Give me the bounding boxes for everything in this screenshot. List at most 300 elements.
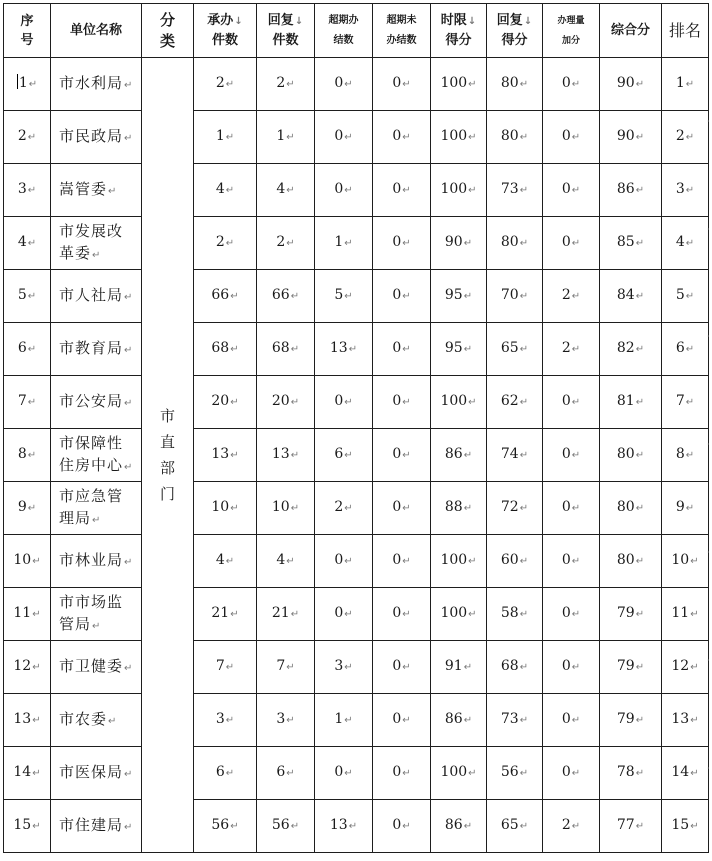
cell-seq [4,641,51,694]
header-category [142,4,194,58]
cell-bonus [543,58,600,111]
header-total-score [600,4,662,58]
cell-category-value: 市直部门 [159,407,175,503]
paragraph-mark: ↵ [635,291,645,302]
cell-reply-score-value: 68 [500,658,519,674]
paragraph-mark: ↵ [402,79,411,90]
cell-overdue-undone [373,323,431,376]
cell-handled [194,111,257,164]
table-row [4,800,709,853]
paragraph-mark: ↵ [571,132,581,143]
header-total-score-text: 综合分 [610,23,650,38]
cell-handled [194,164,257,217]
cell-overdue-done-value: 2 [334,499,344,515]
cell-time-score-value: 91 [444,658,463,674]
text-cursor [17,74,18,89]
cell-rank-value: 1 [675,75,685,91]
cell-seq-value: 5 [17,287,27,303]
paragraph-mark: ↵ [468,132,477,143]
paragraph-mark: ↵ [402,132,411,143]
cell-handled-value: 4 [215,181,225,197]
cell-rank-value: 11 [671,605,690,621]
paragraph-mark: ↵ [519,662,529,673]
cell-unit-name-value: 市水利局 [59,73,124,92]
paragraph-mark: ↵ [344,556,353,567]
cell-total [600,111,662,164]
paragraph-mark: ↵ [344,609,353,620]
arrow-mark: ↓ [294,16,304,27]
cell-rank-value: 10 [671,552,690,568]
paragraph-mark: ↵ [286,662,295,673]
paragraph-mark: ↵ [230,450,239,461]
cell-replied-value: 7 [276,658,286,674]
paragraph-mark: ↵ [32,556,41,567]
cell-total [600,217,662,270]
cell-seq-value: 8 [17,446,27,462]
paragraph-mark: ↵ [27,291,37,302]
header-reply-score-line2: 得分 [501,33,528,48]
cell-seq-value: 13 [13,711,32,727]
cell-bonus-value: 0 [561,393,571,409]
cell-time-score-value: 95 [444,287,463,303]
cell-overdue-done [315,588,373,641]
paragraph-mark: ↵ [92,249,102,261]
cell-overdue-done [315,58,373,111]
cell-overdue-done [315,482,373,535]
paragraph-mark: ↵ [92,514,102,526]
paragraph-mark: ↵ [286,132,295,143]
header-unit-name-text: 单位名称 [69,23,122,38]
cell-time-score [431,58,487,111]
paragraph-mark: ↵ [571,291,581,302]
cell-seq [4,800,51,853]
paragraph-mark: ↵ [230,821,239,832]
paragraph-mark: ↵ [690,609,699,620]
paragraph-mark: ↵ [468,185,477,196]
cell-overdue-done [315,376,373,429]
cell-handled [194,270,257,323]
paragraph-mark: ↵ [286,79,295,90]
paragraph-mark: ↵ [635,821,645,832]
cell-unit-name [51,694,142,747]
header-volume-bonus-line1: 办理量 [557,15,585,26]
paragraph-mark: ↵ [685,79,695,90]
paragraph-mark: ↵ [571,238,581,249]
cell-total-value: 84 [616,287,635,303]
paragraph-mark: ↵ [402,609,411,620]
cell-reply-score-value: 56 [500,764,519,780]
table-row [4,694,709,747]
paragraph-mark: ↵ [635,238,645,249]
cell-bonus-value: 0 [561,605,571,621]
cell-replied [257,482,315,535]
table-row [4,217,709,270]
paragraph-mark: ↵ [402,238,411,249]
cell-time-score-value: 86 [444,711,463,727]
paragraph-mark: ↵ [344,238,353,249]
edge-mark: · [707,225,710,234]
cell-reply-score [487,747,543,800]
paragraph-mark: ↵ [225,662,235,673]
cell-overdue-done [315,747,373,800]
cell-rank-value: 3 [675,181,685,197]
cell-seq [4,376,51,429]
paragraph-mark: ↵ [124,461,134,473]
cell-replied [257,800,315,853]
cell-total [600,376,662,429]
table-row [4,588,709,641]
cell-replied-value: 3 [276,711,286,727]
cell-total [600,694,662,747]
paragraph-mark: ↵ [402,291,411,302]
paragraph-mark: ↵ [225,768,235,779]
cell-reply-score [487,217,543,270]
header-seq-line1: 序 [20,13,34,29]
cell-total-value: 79 [616,711,635,727]
cell-overdue-undone [373,111,431,164]
cell-bonus [543,588,600,641]
cell-seq-value: 3 [17,181,27,197]
cell-unit-name [51,588,142,641]
paragraph-mark: ↵ [344,662,353,673]
paragraph-mark: ↵ [402,662,411,673]
paragraph-mark: ↵ [571,79,581,90]
paragraph-mark: ↵ [635,344,645,355]
cell-seq-value: 4 [17,234,27,250]
paragraph-mark: ↵ [402,768,411,779]
cell-seq-value: 2 [17,128,27,144]
cell-reply-score-value: 70 [500,287,519,303]
cell-rank-value: 6 [675,340,685,356]
paragraph-mark: ↵ [519,768,529,779]
paragraph-mark: ↵ [225,185,235,196]
cell-total-value: 79 [616,658,635,674]
cell-unit-name-value: 市医保局 [59,762,124,781]
cell-handled-value: 1 [215,128,225,144]
cell-bonus [543,747,600,800]
cell-rank [662,429,709,482]
cell-unit-name [51,111,142,164]
cell-unit-name-value: 市住建局 [59,815,124,834]
cell-overdue-undone-value: 0 [392,340,402,356]
cell-handled [194,535,257,588]
paragraph-mark: ↵ [124,662,134,674]
cell-handled [194,429,257,482]
table-row [4,270,709,323]
paragraph-mark: ↵ [286,556,295,567]
cell-replied-value: 2 [276,234,286,250]
cell-overdue-undone-value: 0 [392,181,402,197]
cell-unit-name [51,270,142,323]
cell-overdue-done-value: 13 [329,340,348,356]
header-overdue-undone-line2: 办结数 [386,34,417,46]
cell-time-score [431,588,487,641]
paragraph-mark: ↵ [463,291,473,302]
paragraph-mark: ↵ [519,185,529,196]
cell-seq [4,694,51,747]
paragraph-mark: ↵ [635,609,645,620]
cell-seq [4,111,51,164]
cell-handled [194,747,257,800]
cell-handled [194,323,257,376]
cell-replied [257,217,315,270]
cell-unit-name [51,429,142,482]
cell-rank [662,376,709,429]
paragraph-mark: ↵ [290,344,300,355]
cell-handled [194,588,257,641]
cell-overdue-done-value: 0 [334,128,344,144]
paragraph-mark: ↵ [468,768,477,779]
paragraph-mark: ↵ [571,609,581,620]
cell-overdue-done-value: 0 [334,181,344,197]
cell-reply-score-value: 80 [500,75,519,91]
paragraph-mark: ↵ [519,715,529,726]
paragraph-mark: ↵ [290,291,300,302]
cell-replied [257,747,315,800]
cell-overdue-done-value: 0 [334,552,344,568]
cell-overdue-undone-value: 0 [392,605,402,621]
paragraph-mark: ↵ [225,238,235,249]
header-category-line2: 类 [159,31,175,50]
edge-mark: · [707,440,710,449]
cell-total [600,164,662,217]
paragraph-mark: ↵ [519,556,529,567]
cell-rank [662,747,709,800]
cell-time-score-value: 100 [440,393,468,409]
paragraph-mark: ↵ [286,185,295,196]
cell-overdue-undone [373,270,431,323]
cell-unit-name-value: 市农委 [59,709,108,728]
cell-seq-value: 14 [13,764,32,780]
header-handled-count [194,4,257,58]
paragraph-mark: ↵ [108,715,118,727]
cell-replied [257,111,315,164]
paragraph-mark: ↵ [463,503,473,514]
cell-replied-value: 1 [276,128,286,144]
cell-total-value: 81 [616,393,635,409]
cell-handled [194,800,257,853]
cell-reply-score [487,641,543,694]
paragraph-mark: ↵ [519,79,529,90]
cell-seq [4,323,51,376]
cell-replied-value: 21 [271,605,290,621]
cell-bonus [543,270,600,323]
paragraph-mark: ↵ [571,397,581,408]
paragraph-mark: ↵ [124,821,134,833]
cell-unit-name [51,747,142,800]
cell-unit-name [51,164,142,217]
paragraph-mark: ↵ [230,291,239,302]
cell-bonus [543,429,600,482]
table-row [4,58,709,111]
table-row [4,111,709,164]
cell-bonus-value: 2 [561,817,571,833]
cell-bonus-value: 0 [561,181,571,197]
cell-rank [662,164,709,217]
cell-overdue-undone-value: 0 [392,552,402,568]
cell-handled [194,694,257,747]
cell-replied-value: 2 [276,75,286,91]
paragraph-mark: ↵ [27,450,37,461]
cell-reply-score [487,694,543,747]
paragraph-mark: ↵ [635,397,645,408]
cell-seq-value: 10 [13,552,32,568]
cell-overdue-undone [373,482,431,535]
paragraph-mark: ↵ [27,344,37,355]
paragraph-mark: ↵ [519,503,529,514]
cell-total-value: 79 [616,605,635,621]
paragraph-mark: ↵ [286,238,295,249]
cell-time-score [431,270,487,323]
paragraph-mark: ↵ [124,344,134,356]
cell-overdue-done-value: 0 [334,605,344,621]
paragraph-mark: ↵ [463,450,473,461]
arrow-mark: ↓ [523,16,533,27]
paragraph-mark: ↵ [28,79,38,90]
cell-seq [4,164,51,217]
cell-bonus-value: 0 [561,499,571,515]
cell-total [600,641,662,694]
paragraph-mark: ↵ [463,344,473,355]
cell-replied [257,164,315,217]
cell-overdue-undone-value: 0 [392,658,402,674]
paragraph-mark: ↵ [402,821,411,832]
cell-total-value: 77 [616,817,635,833]
cell-reply-score-value: 80 [500,234,519,250]
cell-time-score-value: 95 [444,340,463,356]
header-handled-line2: 件数 [211,33,238,48]
paragraph-mark: ↵ [635,715,645,726]
cell-overdue-done-value: 0 [334,393,344,409]
cell-unit-name-value: 嵩管委 [59,179,108,198]
paragraph-mark: ↵ [402,715,411,726]
cell-time-score-value: 100 [440,128,468,144]
paragraph-mark: ↵ [402,450,411,461]
cell-reply-score [487,800,543,853]
cell-handled [194,482,257,535]
cell-replied [257,376,315,429]
cell-replied [257,641,315,694]
paragraph-mark: ↵ [344,291,353,302]
paragraph-mark: ↵ [108,185,118,197]
cell-overdue-undone [373,747,431,800]
paragraph-mark: ↵ [230,397,239,408]
paragraph-mark: ↵ [685,185,695,196]
cell-unit-name [51,641,142,694]
cell-total-value: 80 [616,499,635,515]
cell-overdue-done-value: 1 [334,711,344,727]
cell-time-score [431,429,487,482]
paragraph-mark: ↵ [124,768,134,780]
cell-rank [662,588,709,641]
cell-rank-value: 8 [675,446,685,462]
paragraph-mark: ↵ [468,556,477,567]
cell-bonus-value: 0 [561,234,571,250]
cell-total [600,270,662,323]
cell-bonus [543,694,600,747]
table-header-row [4,4,709,58]
cell-handled-value: 68 [211,340,230,356]
cell-total-value: 82 [616,340,635,356]
paragraph-mark: ↵ [463,238,473,249]
cell-overdue-done [315,270,373,323]
cell-overdue-undone [373,429,431,482]
cell-overdue-done-value: 3 [334,658,344,674]
cell-overdue-undone [373,588,431,641]
header-time-score-line2: 得分 [445,33,472,48]
paragraph-mark: ↵ [344,185,353,196]
paragraph-mark: ↵ [124,79,134,91]
cell-unit-name-value: 市市场监管局 [59,592,124,633]
cell-bonus-value: 0 [561,552,571,568]
cell-overdue-undone-value: 0 [392,817,402,833]
cell-bonus-value: 2 [561,287,571,303]
cell-overdue-done [315,217,373,270]
table-body [4,58,709,853]
cell-seq-value: 15 [13,817,32,833]
cell-rank [662,482,709,535]
arrow-mark: ↓ [234,16,243,27]
cell-bonus-value: 0 [561,658,571,674]
cell-overdue-done [315,535,373,588]
cell-replied-value: 6 [276,764,286,780]
paragraph-mark: ↵ [690,662,699,673]
cell-rank-value: 13 [671,711,690,727]
cell-time-score [431,482,487,535]
cell-time-score [431,800,487,853]
cell-reply-score [487,429,543,482]
cell-time-score-value: 90 [444,234,463,250]
cell-replied [257,535,315,588]
paragraph-mark: ↵ [344,503,353,514]
paragraph-mark: ↵ [225,79,235,90]
paragraph-mark: ↵ [635,556,645,567]
paragraph-mark: ↵ [571,450,581,461]
edge-mark: · [707,117,710,126]
cell-seq-value: 12 [13,658,32,674]
cell-time-score [431,376,487,429]
cell-time-score [431,641,487,694]
cell-total [600,747,662,800]
header-seq-line2: 号 [20,32,34,48]
paragraph-mark: ↵ [571,344,581,355]
cell-reply-score [487,376,543,429]
cell-overdue-undone-value: 0 [392,234,402,250]
cell-overdue-undone-value: 0 [392,446,402,462]
paragraph-mark: ↵ [348,344,358,355]
cell-unit-name [51,58,142,111]
table-row [4,482,709,535]
cell-handled-value: 13 [211,446,230,462]
paragraph-mark: ↵ [519,344,529,355]
cell-handled-value: 3 [215,711,225,727]
cell-unit-name-value: 市应急管理局 [59,486,124,527]
paragraph-mark: ↵ [32,715,41,726]
cell-rank-value: 7 [675,393,685,409]
cell-seq [4,217,51,270]
cell-handled-value: 56 [211,817,230,833]
paragraph-mark: ↵ [685,503,695,514]
cell-reply-score [487,323,543,376]
cell-time-score-value: 86 [444,446,463,462]
header-overdue-done-line1: 超期办 [328,14,359,26]
edge-mark: · [707,332,710,341]
paragraph-mark: ↵ [344,79,353,90]
table-row [4,429,709,482]
paragraph-mark: ↵ [27,132,37,143]
cell-replied [257,588,315,641]
paragraph-mark: ↵ [635,132,645,143]
